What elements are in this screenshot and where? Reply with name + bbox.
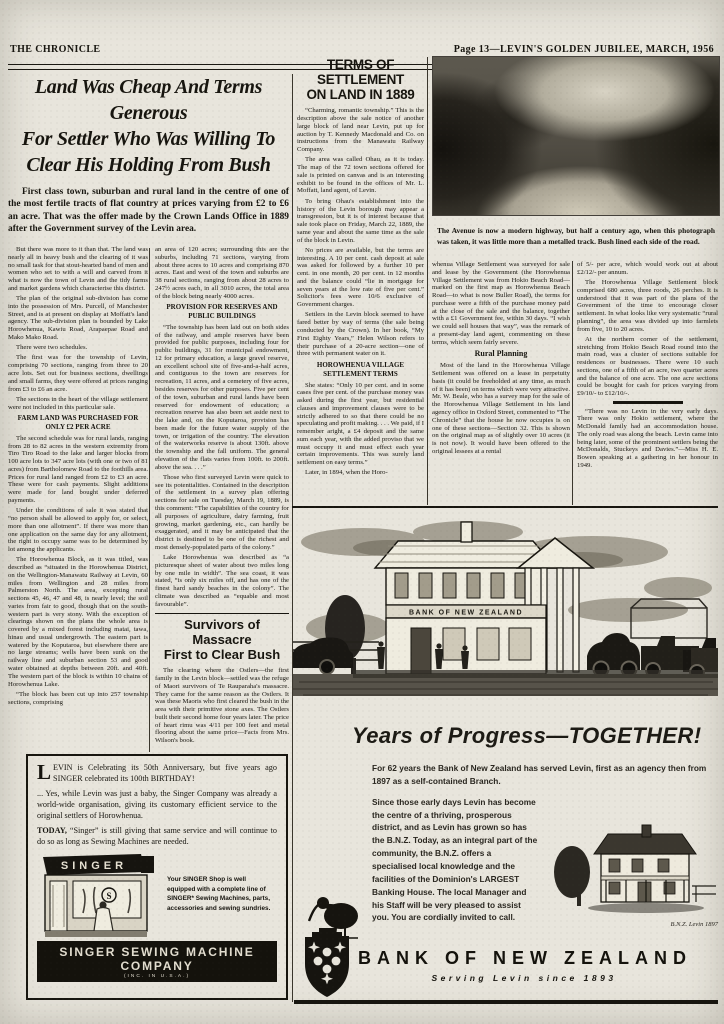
singer-today-rest: “Singer” is still giving that same service and will continue to do so as long as Sewing Machines are needed.: [37, 826, 277, 846]
paragraph: The area was called Ohau, as it is today. The map of the 72 town sections offered for sale is printed on canvas and is an interesting exhibit to be found in the offices of Mr. L. Moffatt, land agent, of Levin.: [297, 156, 424, 195]
bnz-ad-headline: Years of Progress—TOGETHER!: [352, 723, 702, 748]
terms-article-column: [297, 57, 424, 506]
bnz-ad-paragraph-wrap: [372, 796, 718, 928]
paragraph: But there was more to it than that. The land was nearly all in heavy bush and the clearing of it was no small task for that stout-hearted band of men and women who set to with a will and carved from it what is now the town of Levin and the tidy farms and market gardens which characterise this district.: [8, 246, 148, 292]
paragraph: No prices are available, but the terms are interesting. A 10 per cent. cash deposit at sale was asked for followed by a further 10 per cent. in one month, 20 per cent. in 12 months and the balance could “lie in mortgage for seven years at the low rate of five per cent.” Solicitor's fees were 10/6 exclusive of Government charges.: [297, 246, 424, 309]
paragraph: Under the conditions of sale it was stated that “no person shall be allowed to apply for, or select, more than one allotment”. If there was more than one application on the same day for any allotment, the right to occupy same was to be determined by lot among the applicants.: [8, 507, 148, 554]
paragraph: Lake Horowhenua was described as “a picturesque sheet of water about two miles long by one mile in width”. The sea coast, it was stated, “is only six miles off, and has one of the finest hard sandy beaches in the colony”. The climate was described as “equable and most favourable”.: [155, 554, 289, 608]
singer-shop-row: [37, 853, 277, 937]
subhead: HOROWHENUA VILLAGE SETTLEMENT TERMS: [316, 361, 405, 378]
paragraph: There were two schedules.: [16, 344, 88, 352]
masthead: [10, 44, 714, 55]
singer-side-note: Your SINGER Shop is well equipped with a complete line of SINGER* Sewing Machines, parts, accessories and sewing sundries.: [167, 875, 271, 913]
bnz-logotype-block: [358, 948, 690, 983]
headline-line: First to Clear Bush: [163, 647, 281, 663]
singer-sign-text: SINGER: [60, 859, 128, 872]
bnz-ad-paragraph: Since those early days Levin has become the centre of a thriving, prosperous district, and as Levin has grown so has the B.N.Z. Today, as an integral part of the community, the B.N.Z. offers a specialised local knowledge and the facilities of the Dominion's LARGEST Banking House. The local Manager and his Staff will be very pleased to assist you. You are cordially invited to call.: [372, 796, 538, 923]
massacre-headline: [155, 613, 289, 663]
singer-banner-sub: (INC. IN U.S.A.): [123, 973, 191, 979]
headline-line: Survivors of Massacre: [184, 617, 260, 648]
svg-text:S: S: [106, 890, 112, 901]
paragraph: The Horowhenua Block, as it was titled, was described as “situated in the Horowhenua District, on the Wellington-Manawatu Railway at Levin, 60 miles from Wellington and 28 miles from Palmerston North. The area, excepting rural sections 45, 46, 47 and 48, is nearly level; the soil varies from fair to good, though that on the south-western part is very stony. With the exception of clearings shown on the plans the whole area is covered by a mixed forest including matai, tawa, hinau and usual undergrowth. The eastern part is watered by the Koputaroa, but elsewhere there are no large streams; wells have been sunk on the railway line and suburban section 53 and good water obtained at depths between 20ft. and 40ft. The western part of the block is within 10 chains of Horowhenua Lake.: [8, 556, 148, 688]
column-divider: [149, 248, 150, 752]
article-column-1: [8, 246, 148, 754]
paragraph: Those who first surveyed Levin were quick to see its potentialities. Contained in the description of the settlement in a survey plan offering sections for sale on Tuesday, March 19, 1889, is this comment: “The capabilities of the country for all purposes of agriculture, dairy farming, fruit growing, market gardening, etc., can hardly be exaggerated, and it may be anticipated that the district is destined to be one of the richest and most densely-populated parts of the colony.”: [155, 473, 289, 551]
bnz-ad-paragraph: For 62 years the Bank of New Zealand has served Levin, first as an agency then from 1897 as a self-contained Branch.: [372, 763, 707, 786]
article-column-5: [577, 261, 718, 506]
headline-line: ON LAND IN 1889: [306, 87, 415, 103]
subhead: FARM LAND WAS PURCHASED FOR ONLY £2 PER ACRE: [17, 414, 139, 432]
bank-name: BANK OF NEW ZEALAND: [358, 948, 692, 968]
article-column-2: [155, 246, 289, 754]
paragraph: The second schedule was for rural lands, ranging from 28 to 82 acres in the western extremity from Tiro Tiro Road to the lake and larger blocks from 100 acre lots to 347 acre lots (with one or two of 81 acres) from Bartholomew Road to the foothills area. Prices for rural land ranged from £2 to £3 an acre. These were for cash payments. Slight additions were made for land bought under deferred payments.: [8, 434, 148, 504]
column-divider: [427, 57, 428, 505]
paragraph: “The block has been cut up into 257 township sections, comprising: [8, 690, 148, 706]
headline-line: Land Was Cheap And Terms Generous: [34, 76, 263, 124]
paragraph: The plan of the original sub-division has come into the possession of Mrs. Purcell, of Manchester Street, and is at present on display at Moffatt's land agency. The sub-division plan is bounded by Lake Horowhenua, Kawiu Road, Arapaepae Road and Mako Mako Road.: [8, 295, 148, 341]
photo-caption: The Avenue is now a modern highway, but half a century ago, when this photograph was taken, it was little more than a metalled track. Bush lined each side of the road.: [437, 226, 715, 247]
paper-title: THE CHRONICLE: [10, 44, 101, 55]
bnz-1897-sketch-wrap: [546, 824, 718, 929]
paragraph: The Horowhenua Village Settlement block comprised 680 acres, three roods, 26 perches. It is understood that it was part of the plans of the Government of the time to encourage closer settlement. In what looks like very systematic “rural planning”, the area was divided up into farmlets from five, 10 to 20 acres.: [577, 279, 718, 333]
bnz-1897-sketch: [546, 824, 718, 916]
singer-ad: [26, 754, 288, 1000]
paragraph: “There was no Levin in the very early days. There was only Hokio settlement, where the McDonald family had an accommodation house. The only road was along the beach. Levin came into being later, some of the prominent settlers being the McDonalds, Stuckeys and Davies.”—Miss H. E. Bowen speaking at a gathering in her honour in 1949.: [577, 407, 718, 469]
sketch-caption: B.N.Z. Levin 1897: [670, 920, 718, 928]
paragraph: Later, in 1894, when the Horo-: [305, 469, 388, 477]
paragraph: At the northern corner of the settlement, stretching from Hokio Beach Road round into the main road, was a cluster of sections suitable for residences or businesses. There were 10 such sections, one of a fifth of an acre, two quarter acres and the balance of one acre. The one acre sections could be bought for cash for prices varying from £9/10/- to £12/10/-.: [577, 335, 718, 398]
paragraph: Most of the land in the Horowhenua Village Settlement was offered on a lease in perpetuity basis (it could be freeholded at any time, as much of it has been) on terms which were very attractive. Mr. W. Beale, who has a survey map for the sale of the Horowhenua Village Settlement in his land agency office in Oxford Street, commented to “The Chronicle” that the house he now occupies is on one of these sections—Section 32. This is shown on the original map as of slightly over 10 acres (it is not now). It would have been offered to the original lessees at a rental: [432, 362, 570, 455]
headline-line: Clear His Holding From Bush: [26, 154, 271, 176]
subhead: PROVISION FOR RESERVES AND PUBLIC BUILDINGS: [166, 303, 278, 321]
paragraph: of 5/- per acre, which would work out at about £2/12/- per annum.: [577, 261, 718, 276]
building-sign-text: BANK OF NEW ZEALAND: [408, 609, 524, 617]
paragraph: “The township has been laid out on both sides of the railway, and ample reserves have been provided for public purposes, including four for public buildings, 31 for municipal endowment, 12 for primary education, a large gravel reserve, an excellent school site of five-and-a-half acres, and contiguous to the town are reserves for recreation, 11 acres, and a cemetery of five acres, besides reserves for other purposes. Five per cent of the town, suburban and rural lands have been reserved for endowment of education; a recreation reserve has also been set aside next to the lake and, on the Koputaroa, provision has been made for the future water supply of the town, or irrigation of the country. The elevation of the waterworks reserve is about 130ft. above the township and the fall uniform. The general elevation of the flats varies from 100ft. to 200ft. above the sea. . . .”: [155, 323, 289, 471]
section-divider: [292, 506, 718, 508]
paragraph: “Charming, romantic township.” This is the description above the sale notice of another large block of land near Levin, put up for auction by T. Kennedy Macdonald and Co. on instructions from the Manawatu Railway Company.: [297, 107, 424, 154]
paragraph: To bring Ohau's establishment into the history of the Levin borough may appear a transgression, but it is of interest because that sale took place on Friday, March 22, 1889, the same year and about the same time as the sale of the block in Levin.: [297, 197, 424, 244]
singer-banner-title: SINGER SEWING MACHINE COMPANY: [59, 944, 255, 973]
bank-tagline: Serving Levin since 1893: [431, 973, 617, 983]
paragraph-divider: [613, 401, 683, 404]
terms-headline: [297, 57, 424, 102]
avenue-photo: [432, 56, 720, 216]
paragraph: whenua Village Settlement was surveyed for sale and lease by the Government (the Horowhenua Village Settlement was from Hokio Beach Road—marked on the first map as Horowhenua Beach Road—to what is now Buller Road), the terms for purchase were a fifth of the purchase money paid at the close of the sale and the balance, together with a £1 Government fee, within 30 days. “I wish we could sell houses that way”, was the remark of a present-day land agent, commenting on these terms, which seem fairly severe.: [432, 261, 570, 346]
article-column-4: [432, 261, 570, 506]
column-divider: [572, 261, 573, 505]
bnz-ad-body: [372, 762, 718, 932]
paragraph: an area of 120 acres; surrounding this are the suburbs, including 71 sections, varying from about three acres to 10 acres and comprising 870 acres. East and west of the town and suburbs are 38 rural sections, ranging from about 28 acres to 247½ acres each, in all 3010 acres, the total area of the block being nearly 4000 acres.: [155, 246, 289, 300]
singer-paragraph: [37, 826, 277, 847]
singer-storefront-illustration: [37, 853, 159, 937]
paragraph: The first was for the township of Levin, comprising 70 sections, ranging from three to 20 acre lots. Set out for business sections, dwellings and small farms, they were offered at prices ranging from £3 to £6 an acre.: [8, 354, 148, 393]
page-bottom-rule: [294, 1000, 718, 1004]
bnz-shield-icon: [299, 928, 355, 1002]
paragraph: She states: “Only 10 per cent. and in some cases five per cent. of the purchase money was asked during the first year, but residential clauses and improvement clauses were to be strictly adhered to so that there could be no speculating and profit making. . . . We paid, if I remember aright, a £4 deposit and the same sum each year, with the added proviso that we must occupy it and must effect each year certain improvements. This was surely land settlement on easy terms.”: [297, 381, 424, 467]
lead-paragraph: First class town, suburban and rural land in the centre of one of the most fertile tracts of flat country at prices varying from £2 to £6 an acre. That was the offer made by the Crown Lands Office in 1889 after the Government survey of the Levin area.: [8, 187, 289, 235]
singer-today-lead: TODAY,: [37, 826, 67, 836]
page-issue-line: Page 13—LEVIN'S GOLDEN JUBILEE, MARCH, 1956: [453, 44, 714, 55]
singer-paragraph: ... Yes, while Levin was just a baby, the Singer Company was already a world-wide organisation, giving its customary efficient service to the original settlers of Horowhenua.: [37, 789, 277, 820]
singer-lead-paragraph: LEVIN is Celebrating its 50th Anniversary, but five years ago SINGER celebrated its 100th BIRTHDAY!: [37, 760, 277, 784]
headline-line: For Settler Who Was Willing To: [21, 128, 276, 150]
bnz-building-illustration: [293, 510, 718, 704]
subhead: Rural Planning: [474, 349, 528, 359]
lead-article-headline-block: [8, 74, 289, 245]
singer-banner: [37, 941, 277, 982]
paragraph: The sections in the heart of the village settlement were not included in this particular sale.: [8, 395, 148, 411]
headline-line: TERMS OF SETTLEMENT: [317, 57, 404, 88]
paragraph: The clearing where the Ostlers—the first family in the Levin block—settled was the refuge of Maori survivors of Te Rauparaha's massacre. They came for the same reason as the Ostlers. It was these Maoris who first cleared the bush in the area with their primitive stone axes. The Ostlers built their second home four years later. The price of heart rimu was 4/11 per 100 feet and metal flooring about the same price—Facts from Mrs. Wilson's book.: [155, 667, 289, 745]
paragraph: Settlers in the Levin block seemed to have fared better by way of terms (the sale being conducted by the Crown). In her book, “My First Eighty Years,” Helen Wilson refers to their purchase of a 20-acre section—one of three with permanent water on it.: [297, 311, 424, 358]
